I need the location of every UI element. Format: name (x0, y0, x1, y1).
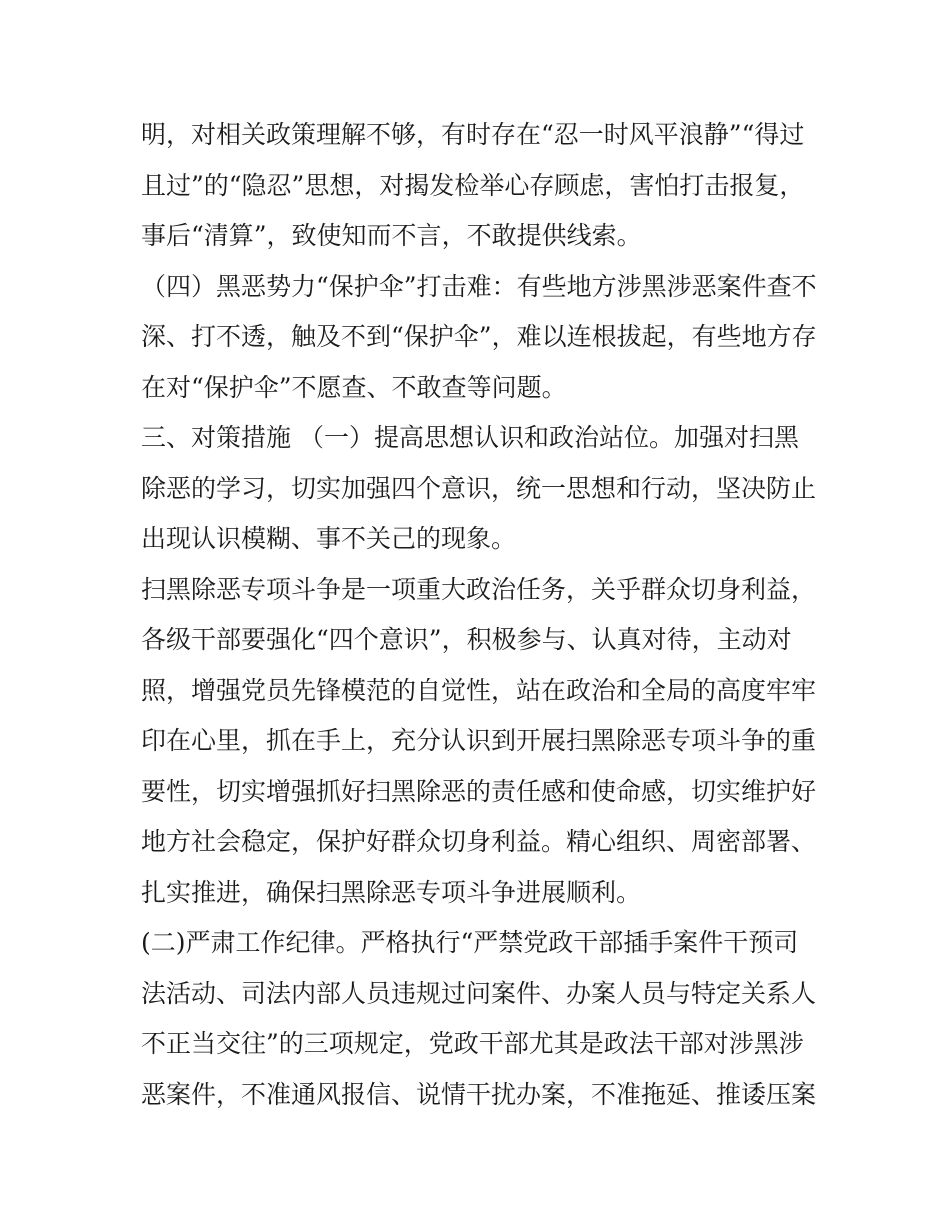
text-line-8: 除恶的学习，切实加强四个意识，统一思想和行动，坚决防止 (141, 473, 817, 503)
text-line-19: 不正当交往”的三项规定，党政干部尤其是政法干部对涉黑涉 (141, 1029, 804, 1058)
text-line-2: 且过”的“隐忍”思想，对揭发检举心存顾虑，害怕打击报复， (141, 170, 805, 200)
text-line-14: 要性，切实增强抓好扫黑除恶的责任感和使命感，切实维护好 (141, 776, 817, 806)
text-line-9: 出现认识模糊、事不关己的现象。 (141, 524, 517, 553)
text-line-17: (二)严肃工作纪律。严格执行“严禁党政干部插手案件干预司 (141, 928, 799, 957)
text-line-4: （四）黑恶势力“保护伞”打击难：有些地方涉黑涉恶案件查不 (141, 271, 817, 301)
text-line-5: 深、打不透，触及不到“保护伞”，难以连根拔起，有些地方存 (141, 322, 817, 351)
text-line-7: 三、对策措施 （一）提高思想认识和政治站位。加强对扫黑 (141, 423, 799, 452)
text-line-16: 扎实推进，确保扫黑除恶专项斗争进展顺利。 (141, 877, 642, 907)
document-body (141, 110, 821, 1120)
text-line-3: 事后“清算”，致使知而不言，不敢提供线索。 (141, 221, 642, 250)
text-line-13: 印在心里，抓在手上，充分认识到开展扫黑除恶专项斗争的重 (141, 726, 817, 755)
text-line-11: 各级干部要强化“四个意识”，积极参与、认真对待，主动对 (141, 625, 792, 654)
text-line-1: 明，对相关政策理解不够，有时存在“忍一时风平浪静”“得过 (141, 120, 805, 149)
text-line-10: 扫黑除恶专项斗争是一项重大政治任务，关乎群众切身利益， (141, 574, 817, 604)
text-line-15: 地方社会稳定，保护好群众切身利益。精心组织、周密部署、 (141, 827, 817, 856)
text-line-20: 恶案件，不准通风报信、说情干扰办案，不准拖延、推诿压案 (141, 1079, 817, 1109)
text-line-18: 法活动、司法内部人员违规过问案件、办案人员与特定关系人 (141, 978, 817, 1008)
text-line-6: 在对“保护伞”不愿查、不敢查等问题。 (141, 372, 567, 402)
text-line-12: 照，增强党员先锋模范的自觉性，站在政治和全局的高度牢牢 (141, 675, 817, 705)
